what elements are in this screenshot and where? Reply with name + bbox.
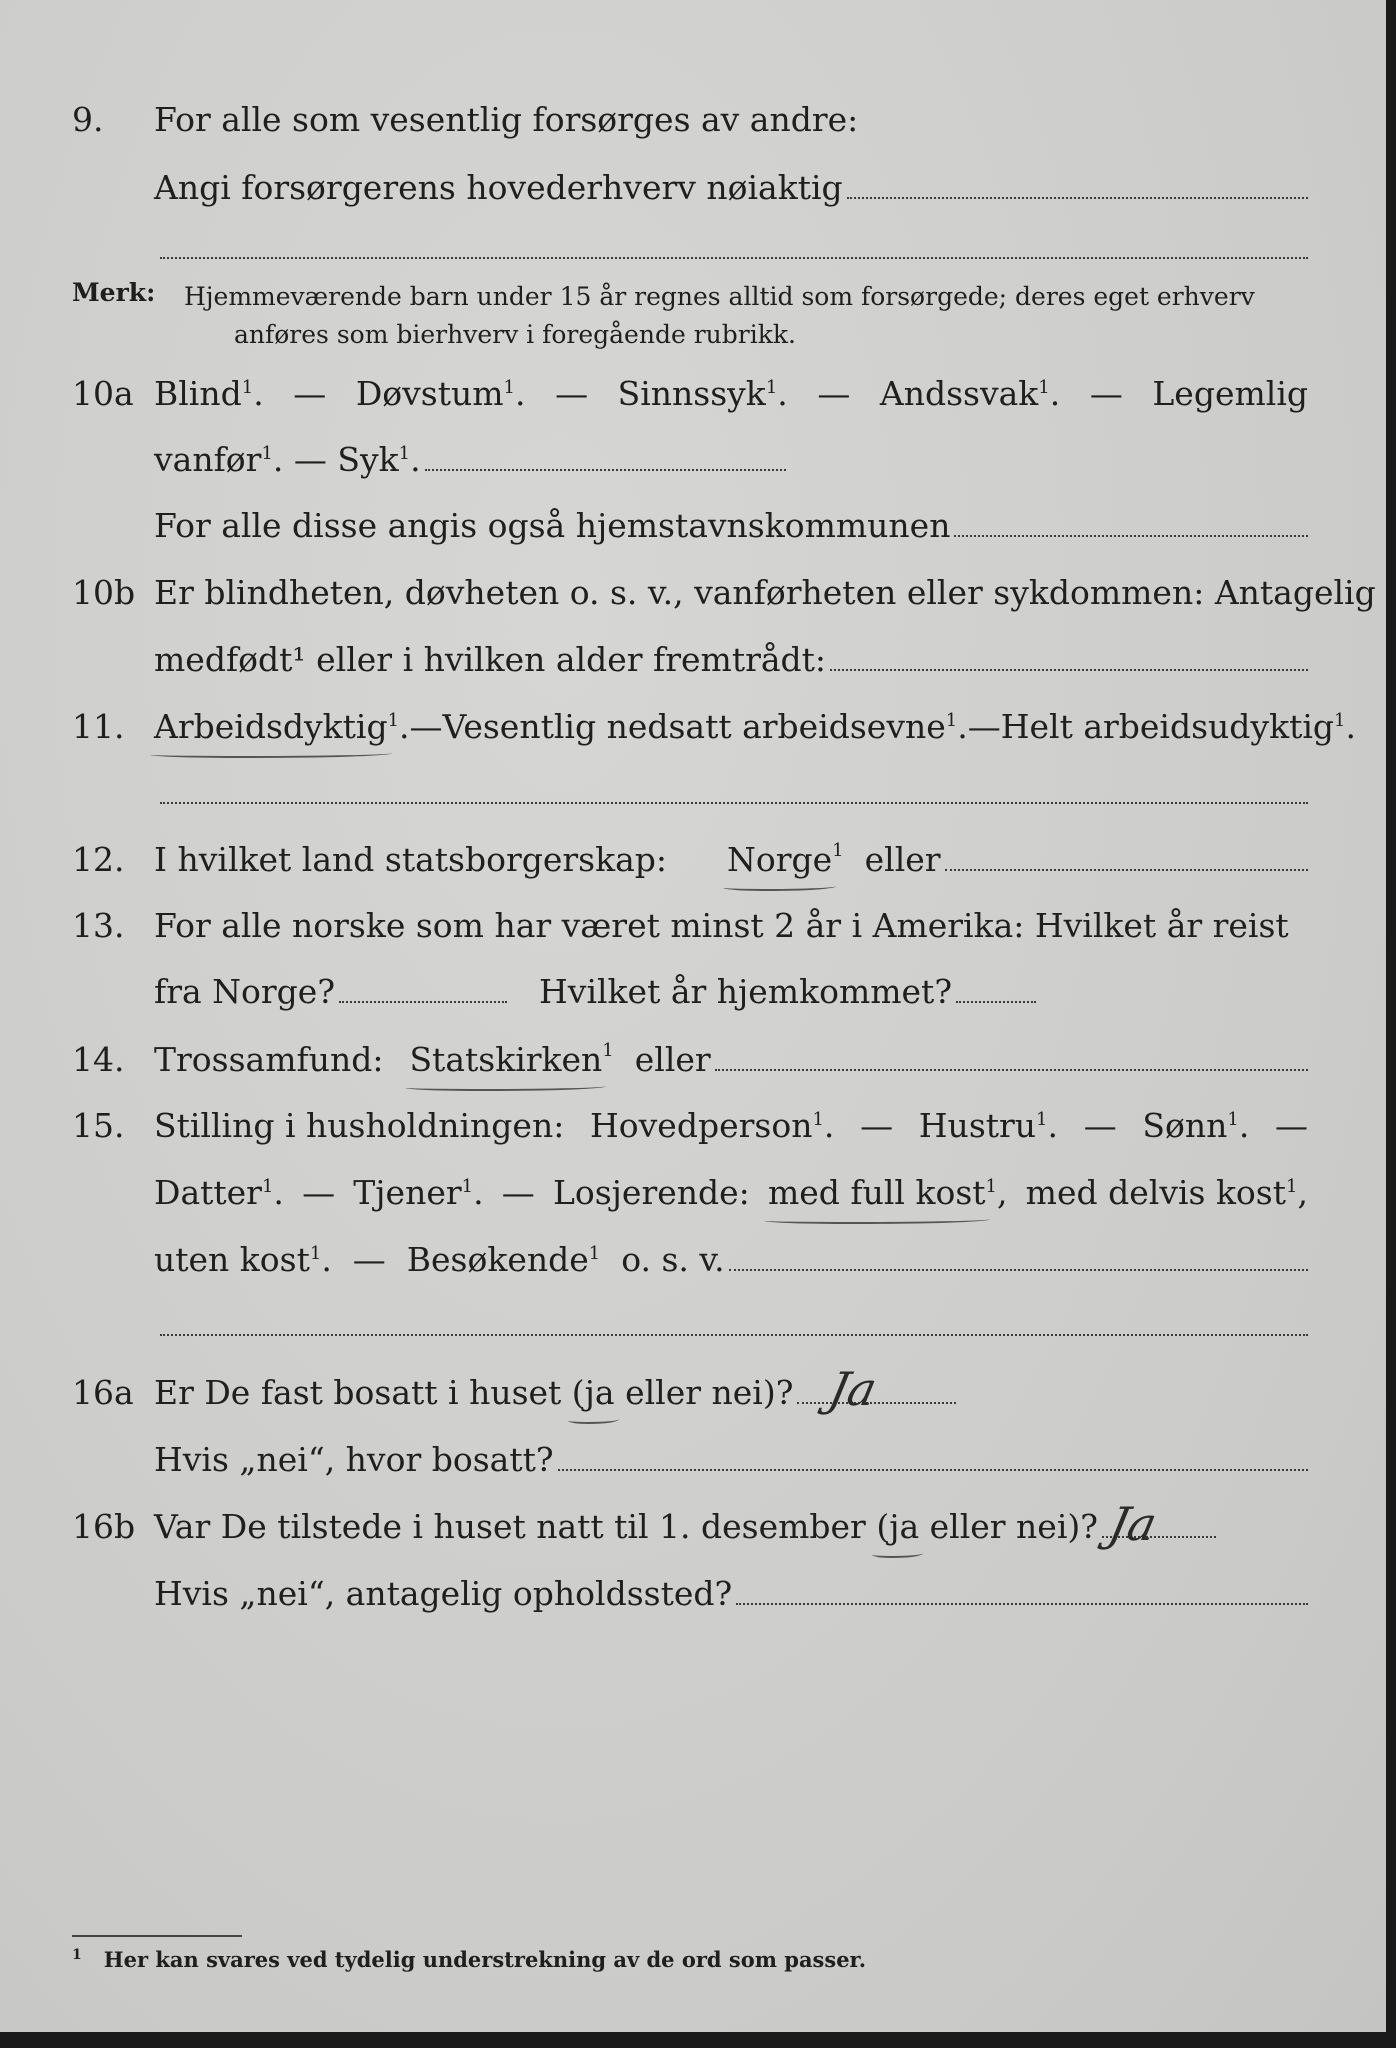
q16b-number: 16b [72,1507,136,1546]
q13-text: For alle norske som har været minst 2 år i Amerika: Hvilket år reist [154,906,1289,945]
q11-extra-answer-line[interactable] [160,802,1308,804]
footnote-text: Her kan svares ved tydelig understrekning av de ord som passer. [103,1947,867,1972]
q16a-hvis-nei-field[interactable] [558,1469,1308,1471]
q16a-hvis-nei: Hvis „nei“, hvor bosatt? [154,1440,554,1479]
scan-edge-bottom [0,2032,1396,2048]
q16a-text: Er De fast bosatt i huset [154,1373,562,1412]
q13-fra-norge: fra Norge? [154,972,336,1011]
q14-text: Trossamfund: [154,1040,384,1079]
q16b-handwritten-answer: Ja [1104,1497,1162,1551]
q10b-answer-field[interactable] [830,669,1308,671]
q15-stilling: Stilling i husholdningen: [154,1106,565,1145]
q10a-syk[interactable]: Syk [337,440,399,479]
q14-answer-field[interactable] [715,1069,1308,1071]
q11-number: 11. [72,707,125,746]
q15-number: 15. [72,1106,125,1145]
q16a-eller-nei: eller nei)? [625,1373,794,1412]
q15-med-delvis-kost[interactable]: med delvis kost [1025,1173,1286,1212]
q10a-hjemstavn-field[interactable] [954,535,1308,537]
q14-eller: eller [634,1040,711,1079]
q9-extra-answer-line[interactable] [160,257,1308,259]
q10b-text: Er blindheten, døvheten o. s. v., vanførheten eller sykdommen: Antagelig [154,573,1376,612]
q10a-number: 10a [72,374,134,413]
merk-label: Merk: [72,278,156,307]
q15-uten-kost[interactable]: uten kost [154,1240,310,1279]
q13-hjemkommet: Hvilket år hjemkommet? [539,972,953,1011]
q15-extra-answer-line[interactable] [160,1334,1308,1336]
q16b-hvis-nei: Hvis „nei“, antagelig opholdssted? [154,1574,733,1613]
q12-norge[interactable]: Norge [727,840,833,879]
q15-line-3: uten kost$^1$. — Besøkende$^1$ o. s. v. [72,1240,1308,1279]
q9-text: For alle som vesentlig forsørges av andre: [154,100,859,139]
q13-hjemkommet-field[interactable] [956,1001,1036,1003]
q16a-number: 16a [72,1373,134,1412]
q13-fra-norge-field[interactable] [339,1001,507,1003]
q12-answer-field[interactable] [945,869,1308,871]
q9-line [72,100,1308,139]
q9-answer-field[interactable] [847,197,1308,199]
merk-line-2: anføres som bierhverv i foregående rubrikk. [234,320,796,349]
merk-note [72,278,1308,354]
q16a-line-2 [72,1440,1308,1479]
q15-line: 15. Stilling i husholdningen: Hovedperson$^1$. — Hustru$^1$. — Sønn$^1$. — [72,1106,1308,1145]
footnote-rule [72,1935,242,1937]
q12-eller: eller [864,840,941,879]
q11-nedsatt[interactable]: Vesentlig nedsatt arbeidsevne [442,707,946,746]
q10a-line-3 [72,506,1308,545]
q16b-hvis-nei-field[interactable] [736,1603,1308,1605]
q12-text: I hvilket land statsborgerskap: [154,840,668,879]
q10a-hjemstavn-text: For alle disse angis også hjemstavnskommunen [154,506,951,545]
footnote-marker: 1 [72,1947,82,1963]
merk-line-1: Hjemmeværende barn under 15 år regnes alltid som forsørgede; deres eget erhverv [184,282,1255,311]
q10a-dovstum: Døvstum$^1$. [355,374,526,413]
q10a-sinnssyk: Sinnssyk$^1$. [617,374,788,413]
q16b-ja[interactable]: (ja [876,1507,920,1546]
q10a-line: 10a Blind$^1$. — Døvstum$^1$. — Sinnssyk$^1$. — Andssvak$^1$. — Legemlig [72,374,1308,413]
q10b-line [72,573,1376,612]
q16b-line-2 [72,1574,1308,1613]
q10a-line-2: vanfør$^1$. — Syk$^1$. [72,440,786,479]
q16b-eller-nei: eller nei)? [929,1507,1098,1546]
footnote [72,1947,866,1972]
q15-sonn[interactable]: Sønn [1142,1106,1228,1145]
q12-line: 12. I hvilket land statsborgerskap: Norge 1 eller [72,840,1308,879]
q11-udyktig[interactable]: Helt arbeidsudyktig [1000,707,1335,746]
q9-sub-line [72,168,1308,207]
q14-line: 14. Trossamfund: Statskirken 1 eller [72,1040,1308,1079]
q14-number: 14. [72,1040,125,1079]
q10a-blind: Blind$^1$. [154,374,264,413]
q9-sub-text: Angi forsørgerens hovederhverv nøiaktig [154,168,843,207]
q15-hustru[interactable]: Hustru [918,1106,1037,1145]
scan-edge-right [1386,0,1396,2048]
q15-osv: o. s. v. [621,1240,725,1279]
q10b-number: 10b [72,573,136,612]
q16a-line [72,1373,956,1412]
q16a-answer-field[interactable] [797,1402,956,1404]
q9-number: 9. [72,100,104,139]
q15-hovedperson[interactable]: Hovedperson [590,1106,813,1145]
q13-number: 13. [72,906,125,945]
q15-answer-field[interactable] [729,1269,1308,1271]
q13-line-2 [72,972,1036,1011]
q15-med-full-kost[interactable]: med full kost [767,1173,986,1212]
q16a-ja[interactable]: (ja [571,1373,615,1412]
q11-line: 11. Arbeidsdyktig$^1$. — Vesentlig nedsatt arbeidsevne$^1$. — Helt arbeidsudyktig$^1$. [72,707,1356,746]
q15-line-2: Datter$^1$. — Tjener$^1$. — Losjerende: med full kost$^1$, med delvis kost$^1$, [154,1173,1308,1212]
q16a-handwritten-answer: Ja [824,1362,882,1416]
q15-tjener[interactable]: Tjener [353,1173,462,1212]
q10b-line-2 [72,640,1308,679]
q10a-andssvak: Andssvak$^1$. [879,374,1061,413]
q12-number: 12. [72,840,125,879]
q15-losjerende: Losjerende: [552,1173,750,1212]
q16b-line [72,1507,1216,1546]
q10a-syk-field[interactable] [425,469,786,471]
q15-besokende[interactable]: Besøkende [406,1240,589,1279]
q10a-legemlig[interactable]: Legemlig [1152,374,1308,413]
q15-datter[interactable]: Datter [154,1173,262,1212]
q14-statskirken[interactable]: Statskirken [409,1040,603,1079]
q16b-text: Var De tilstede i huset natt til 1. desember [154,1507,866,1546]
q11-arbeidsdyktig[interactable]: Arbeidsdyktig [154,707,388,746]
q13-line [72,906,1308,945]
q10b-text-2: medfødt¹ eller i hvilken alder fremtrådt: [154,640,827,679]
q10a-vanfor[interactable]: vanfør [154,440,262,479]
